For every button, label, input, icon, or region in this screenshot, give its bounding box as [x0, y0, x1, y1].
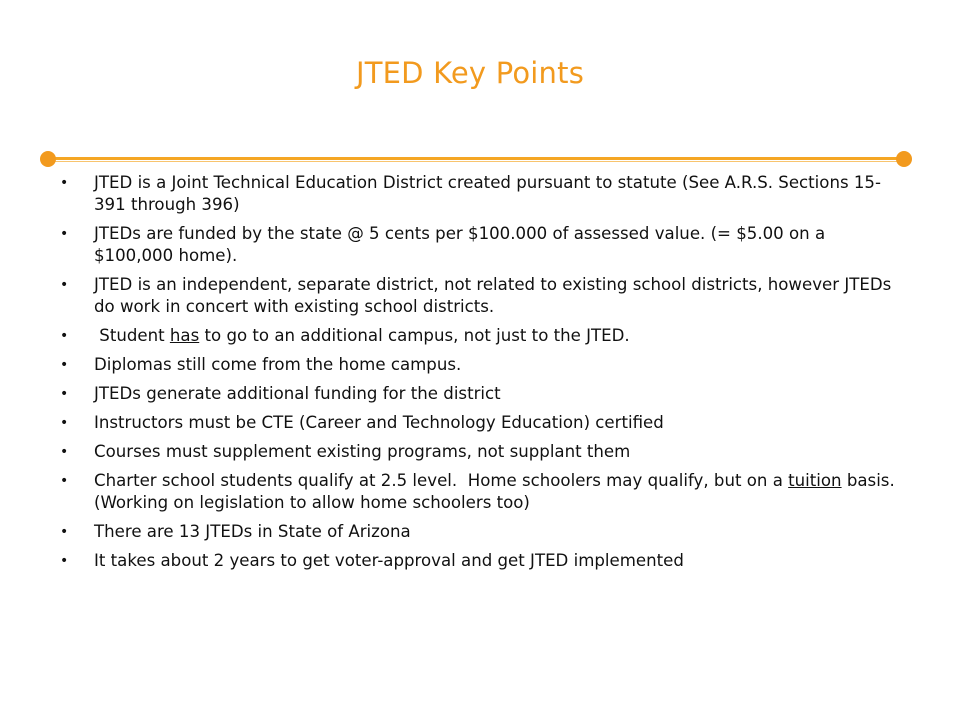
bullet-item [58, 412, 908, 434]
bullet-item [58, 172, 908, 216]
divider-line [48, 157, 904, 160]
bullet-dot-icon: • [60, 473, 69, 489]
divider-left-dot [40, 151, 56, 167]
bullet-dot-icon: • [60, 386, 69, 402]
divider-right-dot [896, 151, 912, 167]
bullet-text-pre: Student [94, 326, 170, 345]
bullet-text-post: basis. (Working on legislation to allow home schoolers too) [94, 471, 906, 512]
bullet-text-underlined: has [169, 326, 200, 345]
bullet-dot-icon: • [60, 175, 69, 191]
bullet-text-post: to go to an additional campus, not just to the JTED. [199, 326, 630, 345]
bullet-item [58, 550, 908, 572]
bullet-text: JTEDs are funded by the state @ 5 cents per $100.000 of assessed value. (= $5.00 on a $100,000 home). [94, 224, 826, 265]
bullet-item [58, 521, 908, 543]
bullet-item [58, 383, 908, 405]
bullet-item [58, 223, 908, 267]
slide-title: JTED Key Points [355, 56, 585, 90]
bullet-item [58, 354, 908, 376]
bullet-dot-icon: • [60, 277, 69, 293]
bullet-text: Instructors must be CTE (Career and Technology Education) certified [94, 413, 664, 432]
bullet-item [58, 274, 908, 318]
bullet-dot-icon: • [60, 444, 69, 460]
bullet-dot-icon: • [60, 357, 69, 373]
bullet-item [58, 441, 908, 463]
bullet-text: JTED is an independent, separate district, not related to existing school districts, however JTEDs do work in concert with existing school districts. [94, 275, 892, 316]
bullet-text-pre: Charter school students qualify at 2.5 level. Home schoolers may qualify, but on a [94, 471, 789, 490]
bullet-list [58, 172, 908, 579]
divider-line-lower [48, 161, 904, 162]
bullet-dot-icon: • [60, 226, 69, 242]
bullet-text: JTEDs generate additional funding for the district [94, 384, 501, 403]
bullet-text: Courses must supplement existing programs, not supplant them [94, 442, 631, 461]
bullet-dot-icon: • [60, 415, 69, 431]
bullet-text: There are 13 JTEDs in State of Arizona [94, 522, 411, 541]
bullet-dot-icon: • [60, 553, 69, 569]
bullet-item [58, 470, 908, 514]
bullet-text-underlined: tuition [788, 471, 842, 490]
bullet-text: JTED is a Joint Technical Education District created pursuant to statute (See A.R.S. Sections 15-391 through 396) [94, 173, 881, 214]
bullet-dot-icon: • [60, 524, 69, 540]
bullet-text: Diplomas still come from the home campus. [94, 355, 462, 374]
bullet-item [58, 325, 908, 347]
bullet-text: It takes about 2 years to get voter-approval and get JTED implemented [94, 551, 684, 570]
bullet-dot-icon: • [60, 328, 69, 344]
title-divider [48, 155, 904, 165]
